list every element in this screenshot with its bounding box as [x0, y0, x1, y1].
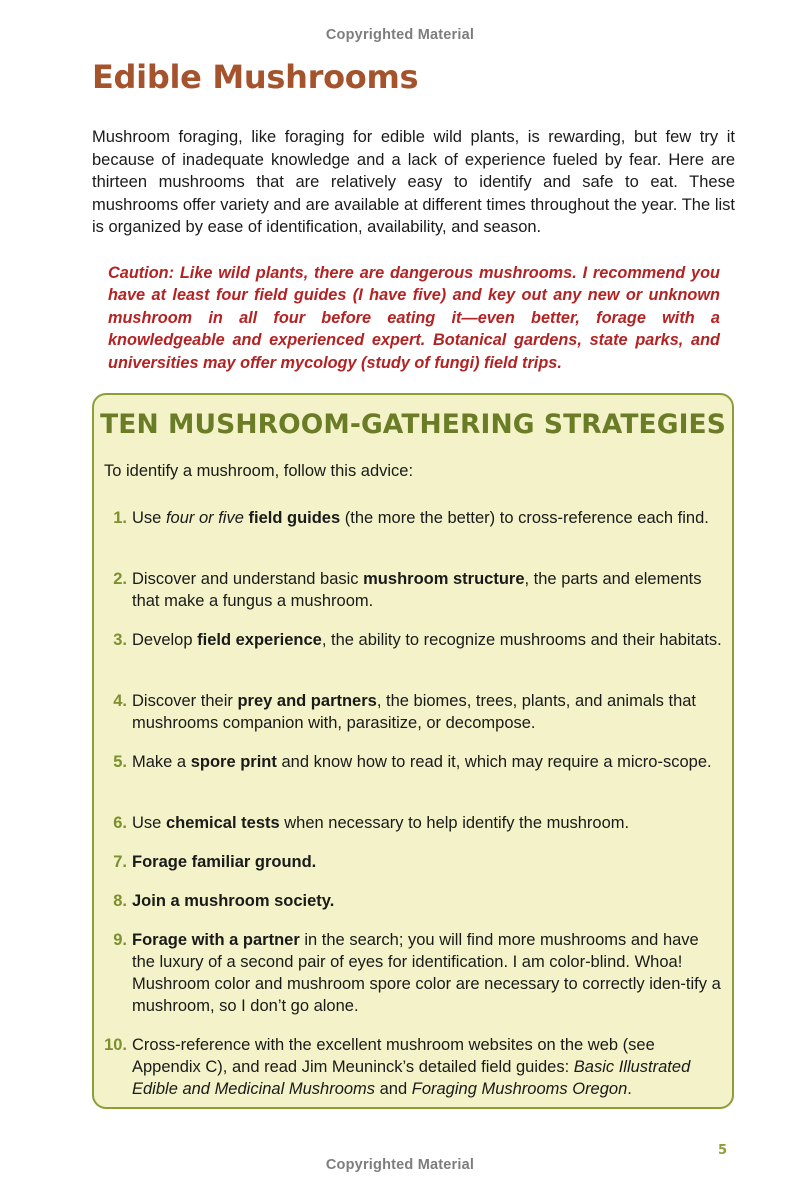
strategy-number: 3. [113, 631, 127, 649]
bold-run: chemical tests [165, 814, 280, 832]
strategy-text: Make a spore print and know how to read it, which may require a micro-scope. [132, 753, 712, 771]
bold-run: Forage with a partner [132, 931, 300, 949]
strategy-text: Forage with a partner in the search; you will find more mushrooms and have the luxury of a second pair of eyes for identification. I am color-blind. Whoa! Mushroom color and mushroom spore color are necessary to correctly iden-tify a mushroom, so I don’t go alone. [132, 931, 721, 1015]
copyright-watermark-top: Copyrighted Material [325, 27, 475, 43]
bold-run: Join a mushroom society. [132, 892, 335, 910]
italic-run: four or five [165, 509, 244, 527]
italic-run: Basic Illustrated Edible and Medicinal Mushrooms [132, 1058, 691, 1098]
strategy-number: 7. [113, 853, 127, 871]
copyright-watermark-bottom: Copyrighted Material [325, 1157, 475, 1173]
strategy-text: Develop field experience, the ability to recognize mushrooms and their habitats. [132, 631, 722, 649]
italic-run: Foraging Mushrooms Oregon [411, 1080, 628, 1098]
strategy-text: Use four or five field guides (the more the better) to cross-reference each find. [132, 509, 709, 527]
caution-note: Caution: Like wild plants, there are dangerous mushrooms. I recommend you have at least four field guides (I have five) and key out any new or unknown mushroom in all four before eating it—even better, forage with a knowledgeable and experienced expert. Botanical gardens, state parks, and universities may offer mycology (study of fungi) field trips. [108, 264, 720, 372]
strategy-text: Cross-reference with the excellent mushroom websites on the web (see Appendix C), and read Jim Meuninck’s detailed field guides: Basic Illustrated Edible and Medicinal Mushrooms and Foraging Mushrooms Oregon. [132, 1036, 691, 1098]
strategy-number: 2. [113, 570, 127, 588]
bold-run: prey and partners [237, 692, 377, 710]
intro-paragraph: Mushroom foraging, like foraging for edible wild plants, is rewarding, but few try it because of inadequate knowledge and a lack of experience fueled by fear. Here are thirteen mushrooms that are relatively easy to identify and safe to eat. These mushrooms offer variety and are available at different times throughout the year. The list is organized by ease of identification, availability, and season. [92, 128, 735, 237]
box-lead: To identify a mushroom, follow this advice: [104, 462, 414, 480]
bold-run: field guides [248, 509, 341, 527]
page-number: 5 [718, 1143, 728, 1158]
strategy-number: 8. [113, 892, 127, 910]
bold-run: spore print [190, 753, 277, 771]
strategy-text [132, 890, 726, 912]
strategy-text: Discover and understand basic mushroom structure, the parts and elements that make a fungus a mushroom. [132, 570, 702, 610]
strategy-number: 6. [113, 814, 127, 832]
bold-run: mushroom structure [363, 570, 525, 588]
strategy-number: 9. [113, 931, 127, 949]
strategy-number: 5. [113, 753, 127, 771]
page-title: Edible Mushrooms [92, 58, 419, 96]
strategy-text: Discover their prey and partners, the biomes, trees, plants, and animals that mushrooms companion with, parasitize, or decompose. [132, 692, 697, 732]
strategy-number: 10. [104, 1036, 127, 1054]
strategies-box [92, 393, 734, 1109]
strategy-text: Use chemical tests when necessary to help identify the mushroom. [132, 814, 630, 832]
strategy-number: 4. [113, 692, 127, 710]
bold-run: field experience [197, 631, 322, 649]
strategy-text [132, 851, 726, 873]
bold-run: Forage familiar ground. [132, 853, 317, 871]
strategy-number: 1. [113, 509, 127, 527]
box-title: TEN MUSHROOM-GATHERING STRATEGIES [100, 409, 726, 440]
